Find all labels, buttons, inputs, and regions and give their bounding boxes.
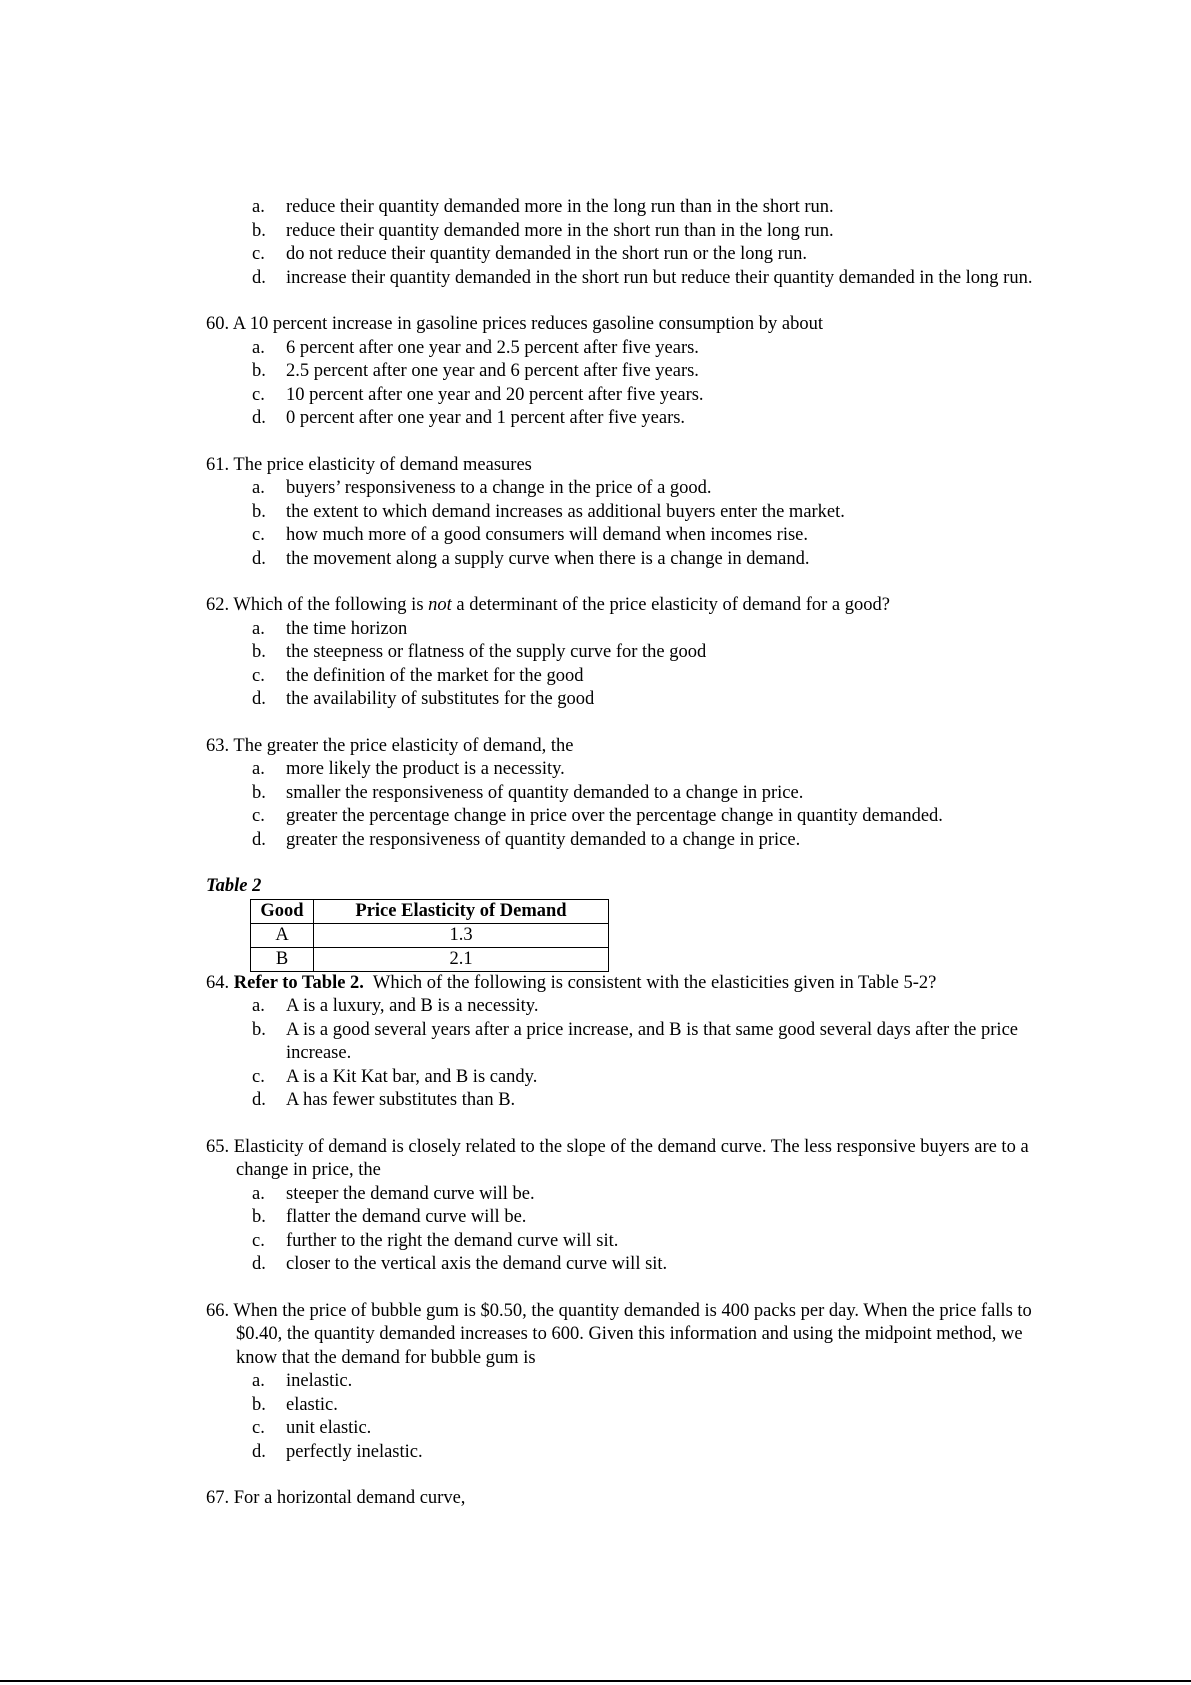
option-text: flatter the demand curve will be. xyxy=(286,1207,527,1227)
option-letter: a. xyxy=(252,759,265,779)
option-letter: c. xyxy=(252,525,265,545)
table-2-title: Table 2 xyxy=(206,876,262,896)
table-cell-elasticity: 1.3 xyxy=(314,923,609,947)
option-letter: b. xyxy=(252,501,266,522)
q59-option-a[interactable] xyxy=(252,196,1066,220)
stem-bold: Refer to Table 2. xyxy=(233,972,364,993)
question-stem: 61. The price elasticity of demand measures xyxy=(206,454,532,475)
option-letter: a. xyxy=(252,1371,265,1391)
option-text: 10 percent after one year and 20 percent after five years. xyxy=(286,384,704,405)
option-text: smaller the responsiveness of quantity demanded to a change in price. xyxy=(286,782,804,803)
q65-option-a[interactable] xyxy=(252,1183,1066,1207)
option-letter: d. xyxy=(252,689,266,709)
q65-options xyxy=(252,1183,1066,1277)
q61-option-c[interactable] xyxy=(252,524,1066,548)
option-letter: b. xyxy=(252,642,266,662)
option-letter: b. xyxy=(252,361,266,381)
table-header-elasticity: Price Elasticity of Demand xyxy=(314,899,609,923)
option-letter: c. xyxy=(252,665,265,686)
q59-options xyxy=(252,196,1066,290)
question-stem: 60. A 10 percent increase in gasoline prices reduces gasoline consumption by about xyxy=(206,314,824,334)
question-61 xyxy=(206,454,1066,572)
question-64 xyxy=(206,972,1066,1113)
q64-option-b[interactable] xyxy=(252,1019,1066,1066)
stem-after: a determinant of the price elasticity of demand for a good? xyxy=(451,595,890,615)
q66-options xyxy=(252,1370,1066,1464)
option-text: A is a Kit Kat bar, and B is candy. xyxy=(286,1066,538,1087)
option-text: elastic. xyxy=(286,1394,338,1415)
question-65 xyxy=(206,1136,1066,1277)
option-text: buyers’ responsiveness to a change in the price of a good. xyxy=(286,478,712,498)
option-text: the extent to which demand increases as additional buyers enter the market. xyxy=(286,501,845,522)
option-text: A is a good several years after a price increase, and B is that same good several days after the price increase. xyxy=(286,1019,1018,1063)
table-cell-good: A xyxy=(251,923,314,947)
q63-option-b[interactable] xyxy=(252,782,1066,806)
q65-option-c[interactable] xyxy=(252,1230,1066,1254)
option-text: further to the right the demand curve will sit. xyxy=(286,1230,619,1251)
table-header-good: Good xyxy=(251,899,314,923)
option-letter: c. xyxy=(252,1066,265,1087)
q65-option-b[interactable] xyxy=(252,1206,1066,1230)
option-letter: a. xyxy=(252,478,265,498)
option-text: increase their quantity demanded in the short run but reduce their quantity demanded in the long run. xyxy=(286,267,1033,288)
option-letter: c. xyxy=(252,1230,265,1251)
option-letter: a. xyxy=(252,337,265,358)
option-text: the steepness or flatness of the supply curve for the good xyxy=(286,642,707,662)
q60-option-a[interactable] xyxy=(252,337,1066,361)
option-text: the availability of substitutes for the good xyxy=(286,689,595,709)
option-text: A is a luxury, and B is a necessity. xyxy=(286,996,539,1016)
option-text: inelastic. xyxy=(286,1371,353,1391)
option-text: greater the percentage change in price over the percentage change in quantity demanded. xyxy=(286,806,943,826)
q60-option-b[interactable] xyxy=(252,360,1066,384)
option-letter: a. xyxy=(252,197,265,217)
exam-page xyxy=(206,196,1066,1511)
question-stem: 65. Elasticity of demand is closely related to the slope of the demand curve. The less responsive buyers are to a change in price, the xyxy=(206,1136,1029,1180)
q61-option-a[interactable] xyxy=(252,477,1066,501)
option-letter: a. xyxy=(252,996,265,1016)
option-text: 6 percent after one year and 2.5 percent after five years. xyxy=(286,337,699,358)
option-letter: b. xyxy=(252,782,266,803)
option-text: steeper the demand curve will be. xyxy=(286,1183,535,1204)
option-text: 0 percent after one year and 1 percent after five years. xyxy=(286,408,686,428)
q64-option-a[interactable] xyxy=(252,995,1066,1019)
option-letter: b. xyxy=(252,1207,266,1227)
q62-option-a[interactable] xyxy=(252,618,1066,642)
q66-option-a[interactable] xyxy=(252,1370,1066,1394)
q66-option-b[interactable] xyxy=(252,1394,1066,1418)
table-cell-good: B xyxy=(251,947,314,971)
stem-before: 62. Which of the following is xyxy=(206,595,429,615)
option-letter: b. xyxy=(252,1019,266,1040)
question-stem: 66. When the price of bubble gum is $0.50, the quantity demanded is 400 packs per day. When the price falls to $0.40, the quantity demanded increases to 600. Given this information and using the midpoint method, we know that the demand for bubble gum is xyxy=(206,1300,1032,1368)
q60-options xyxy=(252,337,1066,431)
question-67 xyxy=(206,1487,1066,1511)
option-letter: b. xyxy=(252,1394,266,1415)
q63-option-a[interactable] xyxy=(252,758,1066,782)
stem-emphasis: not xyxy=(428,595,452,615)
page-bottom-rule xyxy=(0,1680,1191,1682)
q61-option-b[interactable] xyxy=(252,501,1066,525)
q63-option-c[interactable] xyxy=(252,805,1066,829)
option-text: A has fewer substitutes than B. xyxy=(286,1090,516,1110)
question-number: 64. xyxy=(206,972,234,993)
option-text: the definition of the market for the good xyxy=(286,665,584,686)
table-cell-elasticity: 2.1 xyxy=(314,947,609,971)
option-text: the movement along a supply curve when there is a change in demand. xyxy=(286,548,810,569)
option-letter: d. xyxy=(252,1441,266,1462)
option-letter: d. xyxy=(252,1090,266,1110)
option-text: unit elastic. xyxy=(286,1418,372,1438)
q62-option-d[interactable] xyxy=(252,688,1066,712)
q62-option-b[interactable] xyxy=(252,641,1066,665)
q61-option-d[interactable] xyxy=(252,548,1066,572)
option-letter: b. xyxy=(252,220,266,241)
q59-option-c[interactable] xyxy=(252,243,1066,267)
option-letter: a. xyxy=(252,618,265,639)
q66-option-c[interactable] xyxy=(252,1417,1066,1441)
option-text: reduce their quantity demanded more in the long run than in the short run. xyxy=(286,197,834,217)
option-letter: d. xyxy=(252,829,266,850)
option-text: greater the responsiveness of quantity demanded to a change in price. xyxy=(286,829,801,850)
question-60 xyxy=(206,313,1066,431)
q60-option-d[interactable] xyxy=(252,407,1066,431)
q60-option-c[interactable] xyxy=(252,384,1066,408)
option-text: the time horizon xyxy=(286,618,408,639)
option-letter: c. xyxy=(252,1418,265,1438)
q59-option-b[interactable] xyxy=(252,220,1066,244)
q66-option-d[interactable] xyxy=(252,1441,1066,1465)
elasticity-table xyxy=(250,899,609,972)
option-text: closer to the vertical axis the demand curve will sit. xyxy=(286,1254,668,1274)
q65-option-d[interactable] xyxy=(252,1253,1066,1277)
option-letter: d. xyxy=(252,548,266,569)
option-letter: d. xyxy=(252,408,266,428)
question-stem xyxy=(206,972,1066,996)
question-63 xyxy=(206,735,1066,853)
q63-options xyxy=(252,758,1066,852)
table-row xyxy=(251,923,609,947)
q63-option-d[interactable] xyxy=(252,829,1066,853)
option-letter: c. xyxy=(252,806,265,826)
question-66 xyxy=(206,1300,1066,1465)
table-row xyxy=(251,947,609,971)
q62-option-c[interactable] xyxy=(252,665,1066,689)
option-letter: c. xyxy=(252,244,265,264)
option-text: more likely the product is a necessity. xyxy=(286,759,565,779)
option-letter: d. xyxy=(252,1254,266,1274)
q59-option-d[interactable] xyxy=(252,267,1066,291)
question-62 xyxy=(206,594,1066,712)
option-letter: a. xyxy=(252,1183,265,1204)
question-stem: 63. The greater the price elasticity of demand, the xyxy=(206,735,574,756)
q64-option-d[interactable] xyxy=(252,1089,1066,1113)
q64-options xyxy=(252,995,1066,1113)
option-text: perfectly inelastic. xyxy=(286,1441,423,1462)
option-text: 2.5 percent after one year and 6 percent after five years. xyxy=(286,361,699,381)
option-text: reduce their quantity demanded more in the short run than in the long run. xyxy=(286,220,834,241)
option-letter: c. xyxy=(252,384,265,405)
question-stem xyxy=(206,594,1066,618)
q64-option-c[interactable] xyxy=(252,1066,1066,1090)
stem-after: Which of the following is consistent with the elasticities given in Table 5-2? xyxy=(363,972,937,993)
question-stem: 67. For a horizontal demand curve, xyxy=(206,1488,466,1508)
q61-options xyxy=(252,477,1066,571)
table-header-row xyxy=(251,899,609,923)
q62-options xyxy=(252,618,1066,712)
option-letter: d. xyxy=(252,267,266,288)
option-text: do not reduce their quantity demanded in the short run or the long run. xyxy=(286,244,807,264)
option-text: how much more of a good consumers will demand when incomes rise. xyxy=(286,525,808,545)
